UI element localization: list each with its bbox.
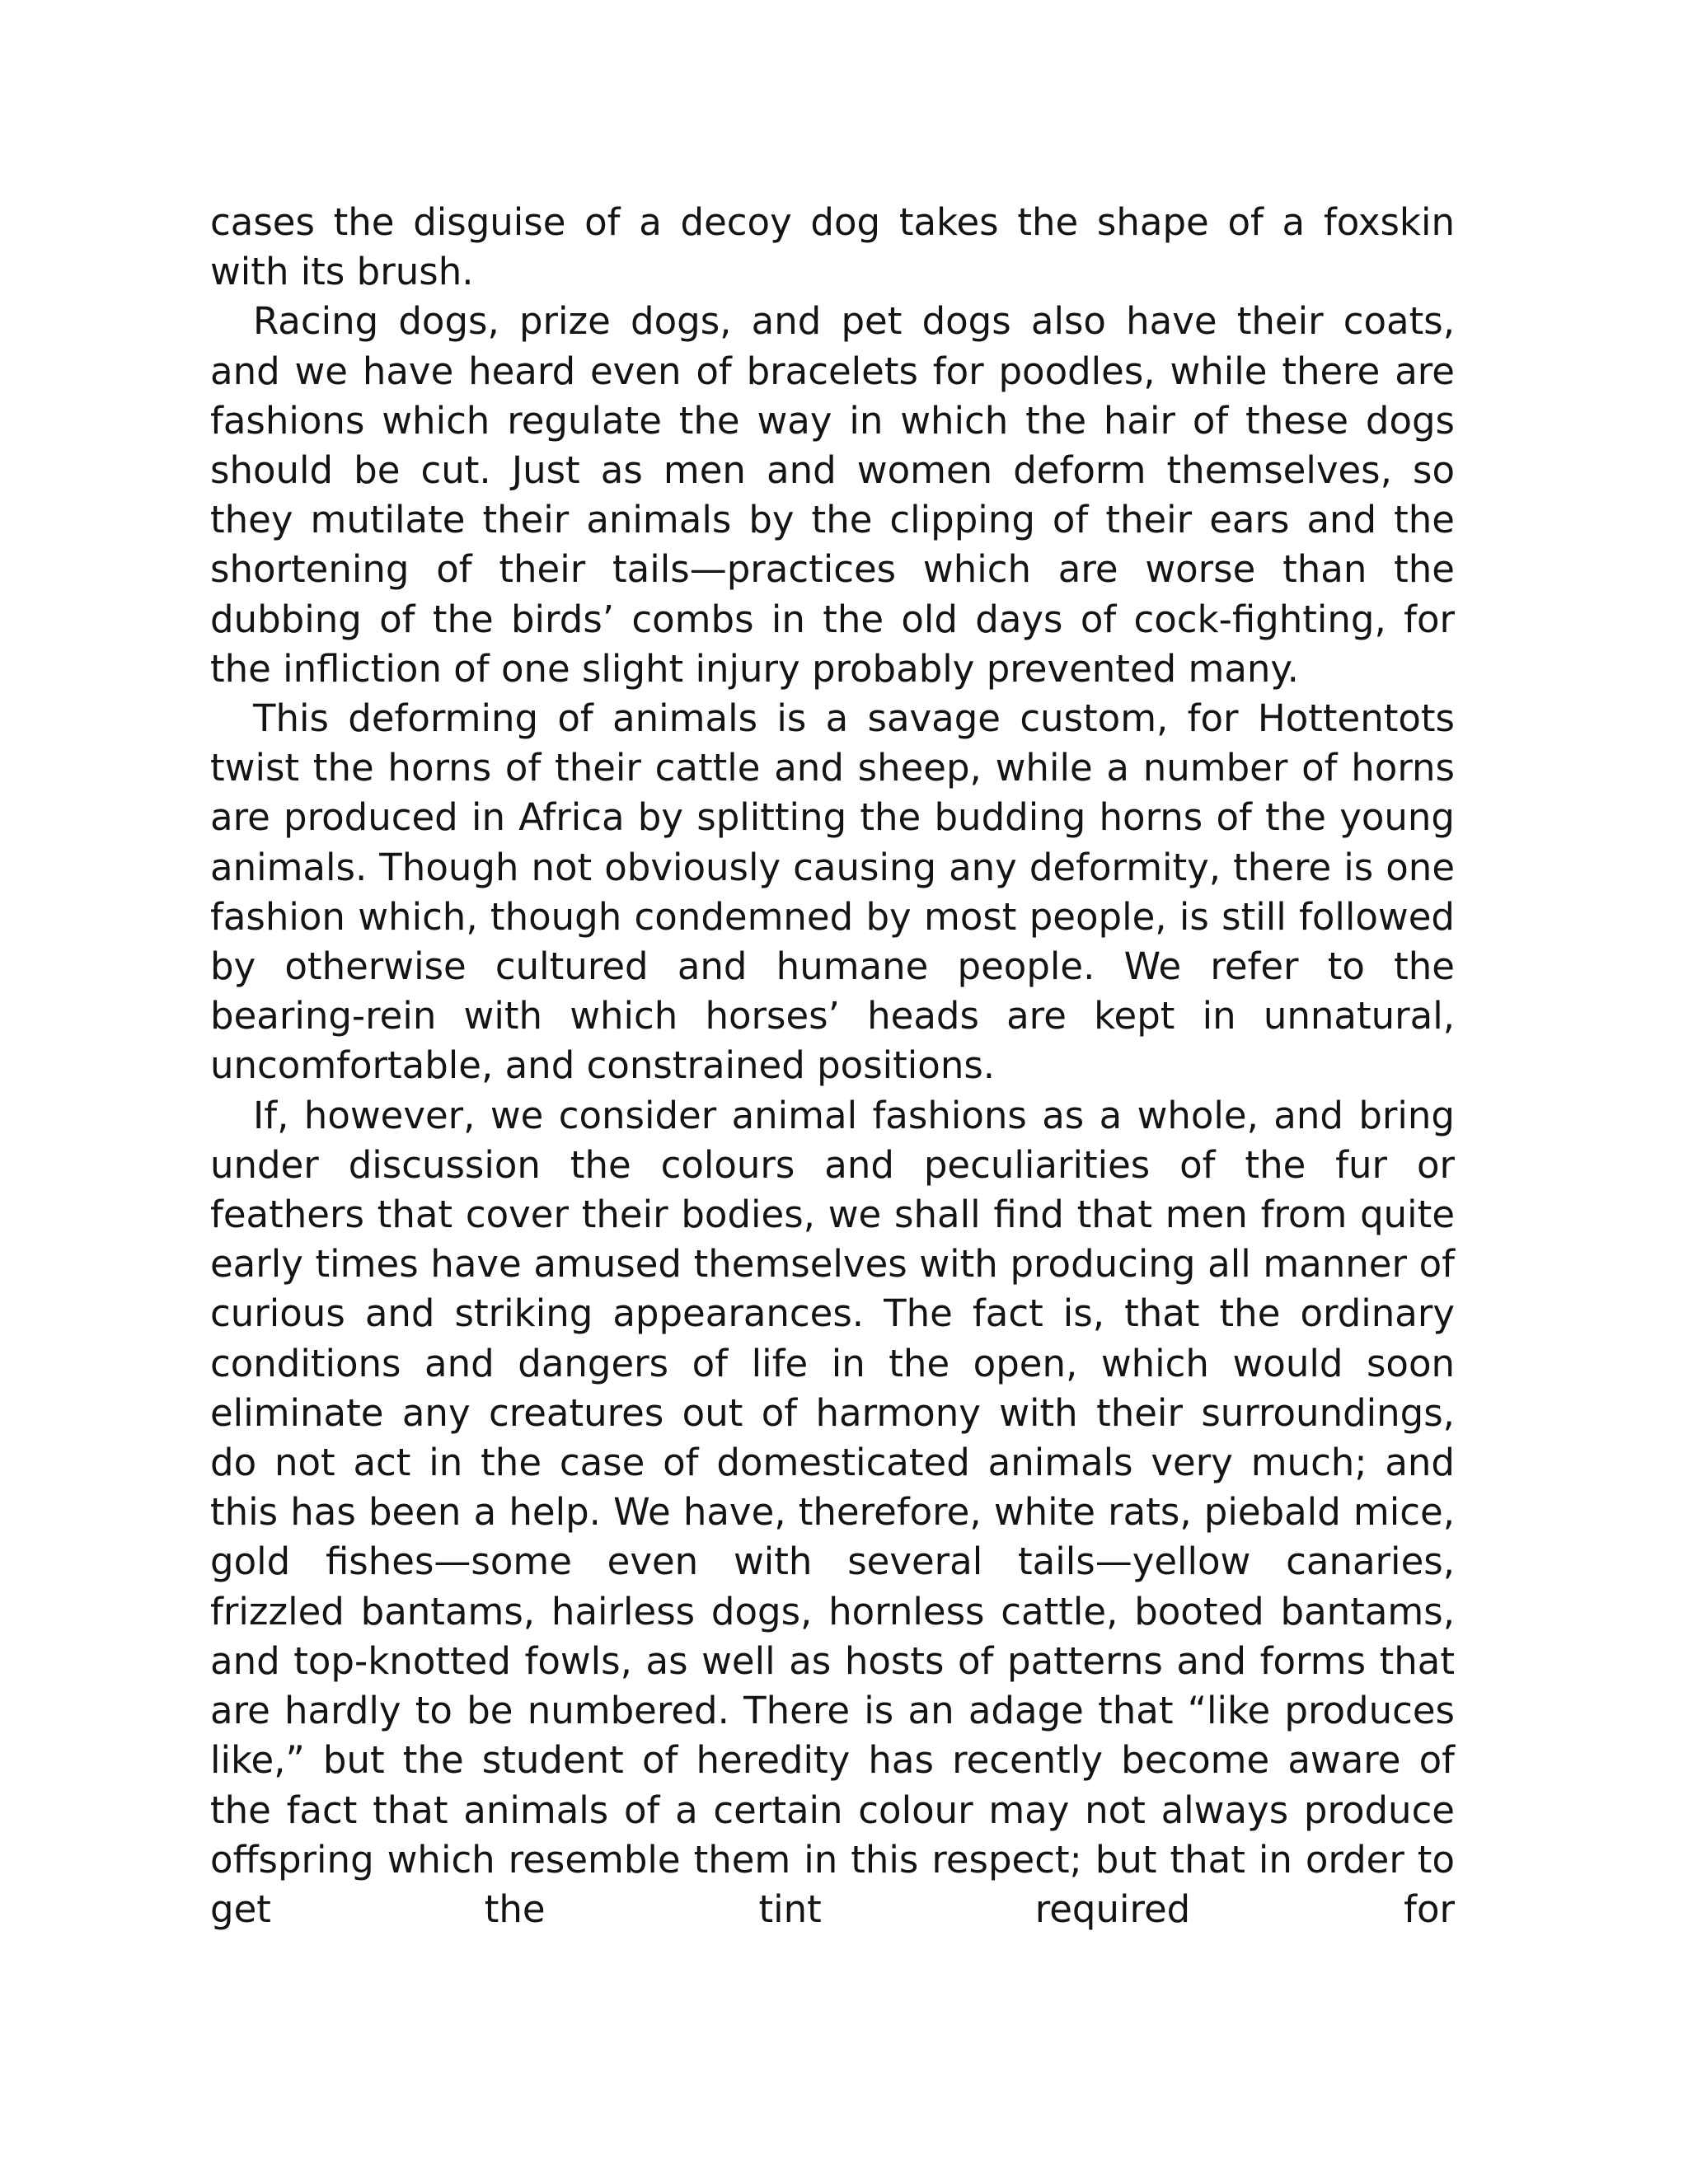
paragraph-animal-fashions: If, however, we consider animal fashions as a whole, and bring under discussion the colours and peculiarities of the fur or feathers that cover their bodies, we shall find that men from quite early times have amused themselves with producing all manner of curious and striking appearances. The fact is, that the ordinary conditions and dangers of life in the open, which would soon eliminate any creatures out of harmony with their surroundings, do not act in the case of domesticated animals very much; and this has been a help. We have, therefore, white rats, piebald mice, gold fishes—some even with several tails—yellow canaries, frizzled bantams, hairless dogs, hornless cattle, booted bantams, and top-knotted fowls, as well as hosts of patterns and forms that are hardly to be numbered. There is an adage that “like produces like,” but the student of heredity has recently become aware of the fact that animals of a certain colour may not always produce offspring which resemble them in this respect; but that in order to get the tint required for: [210, 1093, 1455, 1931]
body-text: [210, 198, 1455, 1934]
paragraph-continuation: cases the disguise of a decoy dog takes the shape of a foxskin with its brush.: [210, 200, 1455, 294]
paragraph-deforming-animals: This deforming of animals is a savage custom, for Hottentots twist the horns of their cattle and sheep, while a number of horns are produced in Africa by splitting the budding horns of the young animals. Though not obviously causing any deformity, there is one fashion which, though condemned by most people, is still followed by otherwise cultured and humane people. We refer to the bearing-rein with which horses’ heads are kept in unnatural, uncomfortable, and constrained positions.: [210, 696, 1455, 1088]
paragraph-dog-coats: Racing dogs, prize dogs, and pet dogs also have their coats, and we have heard even of bracelets for poodles, while there are fashions which regulate the way in which the hair of these dogs should be cut. Just as men and women deform themselves, so they mutilate their animals by the clipping of their ears and the shortening of their tails—practices which are worse than the dubbing of the birds’ combs in the old days of cock-fighting, for the infliction of one slight injury probably prevented many.: [210, 299, 1455, 691]
